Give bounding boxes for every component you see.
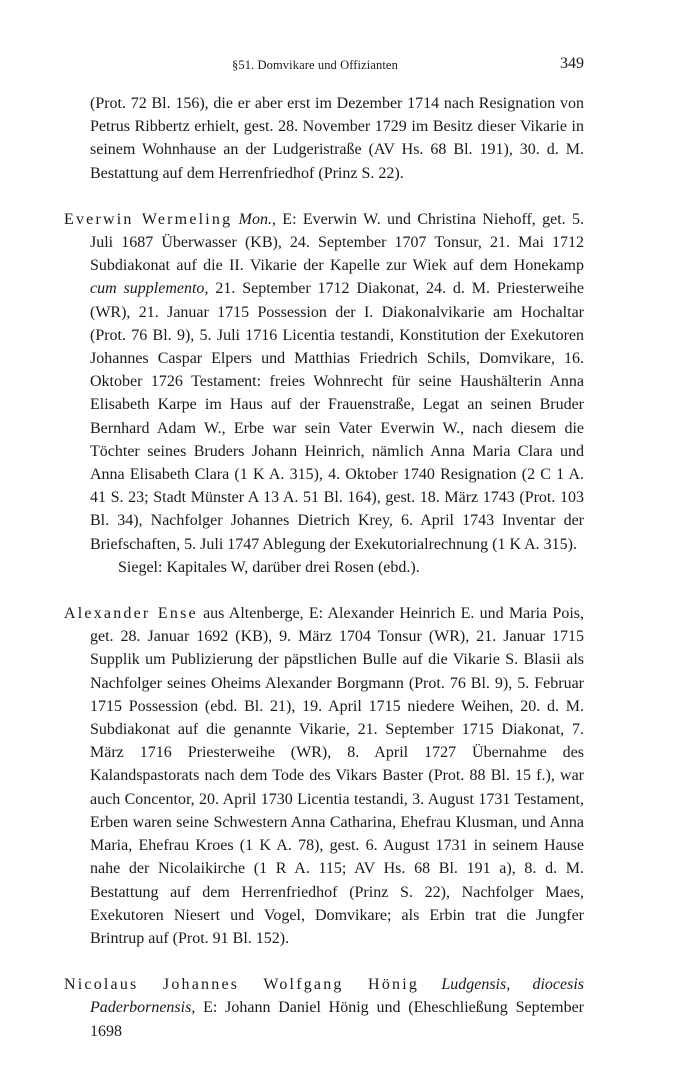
- continuation-paragraph: (Prot. 72 Bl. 156), die er aber erst im Dezember 1714 nach Resignation von Petrus Ribbertz erhielt, gest. 28. November 1729 im Besitz dieser Vikarie in seinem Wohnhause an der Ludgeristraße (AV Hs. 68 Bl. 191), 30. d. M. Bestattung auf dem Herrenfriedhof (Prinz S. 22).: [90, 95, 584, 182]
- entry-alexander-ense: [64, 602, 584, 950]
- entry-origin: Ludgensis, diocesis Paderbornensis: [90, 976, 584, 1017]
- seal-description: Siegel: Kapitales W, darüber drei Rosen (ebd.).: [118, 558, 420, 576]
- entry-name: Alexander Ense: [64, 605, 198, 623]
- entry-text: , 21. September 1712 Diakonat, 24. d. M. Priesterweihe (WR), 21. Januar 1715 Possession der I. Diakonalvikarie am Hochaltar (Prot. 76 Bl. 9), 5. Juli 1716 Licentia testandi, Konstitution der Exekutoren Johannes Caspar Elpers und Matthias Friedrich Schils, Domvikare, 16. Oktober 1726 Testament: freies Wohnrecht für seine Haushälterin Anna Elisabeth Karpe im Haus auf der Frauenstraße, Legat an seinen Bruder Bernhard Adam W., Erbe war sein Vater Everwin W., nach diesem die Töchter seines Bruders Johann Heinrich, nämlich Anna Maria Clara und Anna Elisabeth Clara (1 K A. 315), 4. Oktober 1740 Resignation (2 C 1 A. 41 S. 23; Stadt Münster A 13 A. 51 Bl. 164), gest. 18. März 1743 (Prot. 103 Bl. 34), Nachfolger Johannes Dietrich Krey, 6. April 1743 Inventar der Briefschaften, 5. Juli 1747 Ablegung der Exekutorialrechnung (1 K A. 315).: [90, 280, 585, 553]
- entry-text: aus Altenberge, E: Alexander Heinrich E. und Maria Pois, get. 28. Januar 1692 (KB), 9. März 1704 Tonsur (WR), 21. Januar 1715 Supplik um Publizierung der päpstlichen Bulle auf die Vikarie S. Blasii als Nachfolger seines Oheims Alexander Borgmann (Prot. 76 Bl. 9), 5. Februar 1715 Possession (ebd. Bl. 21), 19. April 1715 niedere Weihen, 20. d. M. Subdiakonat auf die genannte Vikarie, 21. September 1715 Diakonat, 7. März 1716 Priesterweihe (WR), 8. April 1727 Übernahme des Kalandspastorats nach dem Tode des Vikars Baster (Prot. 88 Bl. 15 f.), war auch Concentor, 20. April 1730 Licentia testandi, 3. August 1731 Testament, Erben waren seine Schwestern Anna Catharina, Ehefrau Klusman, und Anna Maria, Ehefrau Kroes (1 K A. 78), gest. 6. August 1731 in seinem Hause nahe der Nicolaikirche (1 R A. 115; AV Hs. 68 Bl. 191 a), 8. d. M. Bestattung auf dem Herrenfriedhof (Prinz S. 22), Nachfolger Maes, Exekutoren Niesert und Vogel, Domvikare; als Erbin trat die Jungfer Brintrup auf (Prot. 91 Bl. 152).: [90, 605, 584, 947]
- running-head: §51. Domvikare und Offizianten: [232, 58, 398, 72]
- entry-latin-phrase: cum supplemento: [90, 280, 205, 298]
- entry-text: , E: Everwin W. und Christina Niehoff, get. 5. Juli 1687 Überwasser (KB), 24. September 1707 Tonsur, 21. Mai 1712 Subdiakonat auf die II. Vikarie der Kapelle zur Wiek auf dem Honekamp: [90, 210, 584, 275]
- page-number: 349: [560, 55, 584, 72]
- entry-name: Nicolaus Johannes Wolfgang Hönig: [64, 976, 420, 994]
- body-text: [64, 92, 584, 1066]
- entry-text: , E: Johann Daniel Hönig und (Eheschließung September 1698: [90, 999, 584, 1040]
- entry-nicolaus-hoenig: [64, 973, 584, 1043]
- entry-everwin-wermeling: [64, 208, 584, 556]
- entry-origin: Mon.: [238, 210, 272, 228]
- entry-name: Everwin Wermeling: [64, 210, 233, 228]
